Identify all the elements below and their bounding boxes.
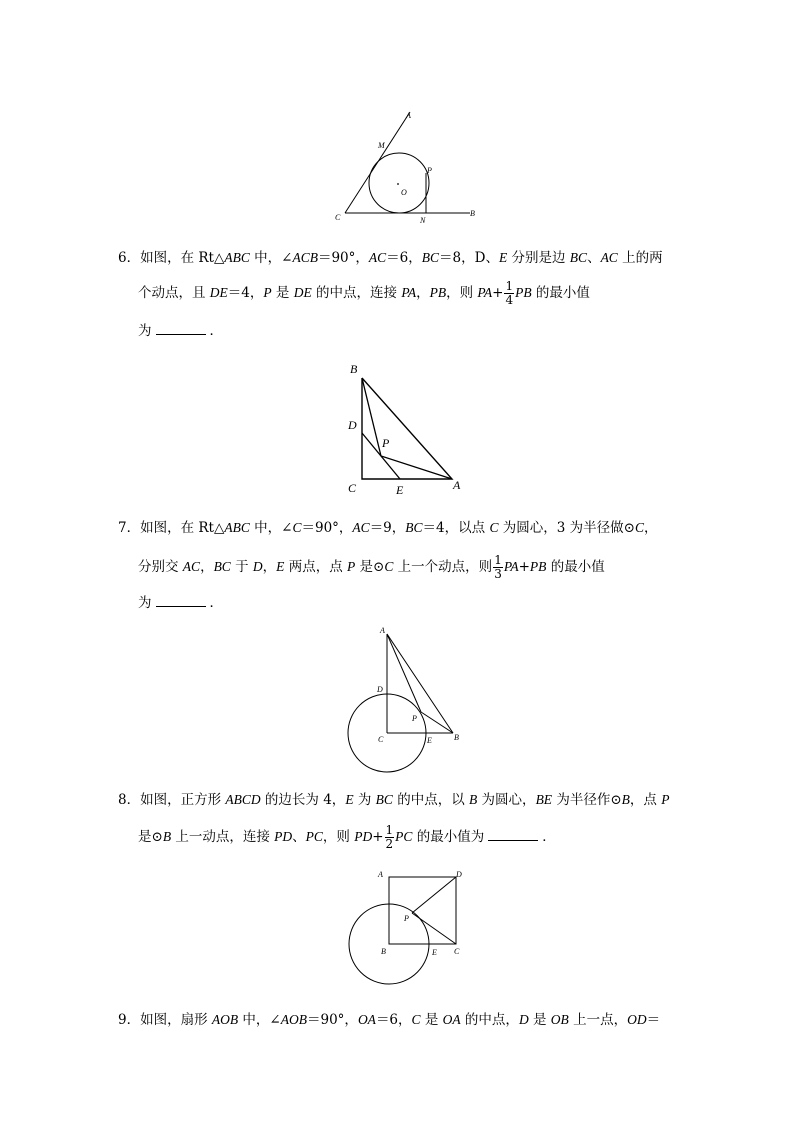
problem-9 — [118, 1010, 678, 1032]
var: C — [634, 520, 644, 535]
text: 中，∠ — [249, 520, 293, 536]
var: P — [661, 792, 670, 807]
text: ＝4，以点 — [422, 520, 490, 536]
var: PC — [395, 829, 413, 844]
label-d: D — [377, 685, 383, 694]
var: BC — [569, 250, 588, 265]
var: ABC — [224, 520, 250, 535]
problem-6-line-3 — [138, 322, 223, 341]
problem-6-line-2 — [138, 280, 590, 307]
answer-blank[interactable] — [156, 322, 206, 335]
fraction-numerator: 1 — [385, 823, 394, 837]
var: AC — [182, 559, 201, 574]
var: D — [252, 559, 263, 574]
text: 于 — [230, 559, 253, 575]
figure-6-triangle — [340, 358, 470, 498]
text: ＝ — [646, 1012, 661, 1028]
problem-7-line-1 — [118, 518, 657, 538]
problem-7 — [118, 518, 678, 613]
answer-blank[interactable] — [156, 594, 206, 607]
text: 上的两 — [617, 250, 663, 266]
segment-ab — [387, 634, 453, 733]
fraction-1-2 — [385, 824, 395, 851]
text: ，点 — [629, 792, 662, 808]
text: ． — [209, 595, 223, 611]
text: 、 — [587, 250, 601, 266]
center-dot — [397, 183, 399, 185]
text: ． — [209, 323, 223, 339]
var: PA — [503, 559, 519, 574]
text: 是 — [420, 1012, 443, 1028]
var: P — [263, 285, 272, 300]
text: ＝8，D、 — [439, 250, 499, 266]
problem-number: 7． — [118, 520, 141, 536]
label-p: P — [382, 436, 390, 450]
figure-7-circle-triangle — [340, 622, 470, 777]
text: 中，∠ — [249, 250, 293, 266]
text: 上一点， — [568, 1012, 628, 1028]
var: BE — [535, 792, 553, 807]
var: PD — [274, 829, 293, 844]
var: PB — [515, 285, 532, 300]
var: E — [345, 792, 354, 807]
text: 的最小值 — [546, 559, 605, 575]
text: 为 — [138, 323, 152, 339]
var: PA — [401, 285, 417, 300]
problem-number: 6． — [118, 250, 141, 266]
label-n: N — [420, 216, 426, 225]
text: ＝9， — [369, 520, 406, 536]
text: ， — [643, 520, 658, 536]
text: ，则 — [322, 829, 355, 845]
text: 的中点，连接 — [311, 285, 402, 301]
text: 是 — [528, 1012, 551, 1028]
text: 的边长为 4， — [260, 792, 346, 808]
text: + — [518, 559, 530, 575]
text: 中，∠ — [238, 1012, 281, 1028]
var: ACB — [292, 250, 318, 265]
var: E — [498, 250, 508, 265]
figure-8-square-circle — [340, 866, 470, 991]
var: DE — [293, 285, 312, 300]
text: 、 — [292, 829, 306, 845]
problem-number: 8． — [118, 792, 141, 808]
problem-7-line-2 — [138, 554, 605, 581]
figure-6-svg — [340, 358, 470, 498]
figure-7-svg — [340, 622, 470, 777]
fraction-1-4 — [504, 280, 514, 307]
var: ABCD — [225, 792, 261, 807]
text: 如图，在 Rt△ — [140, 520, 225, 536]
figure-8-svg — [340, 866, 470, 991]
text: 两点，点 — [284, 559, 348, 575]
var: DE — [209, 285, 228, 300]
text: 如图，正方形 — [140, 792, 226, 808]
label-c: C — [335, 213, 341, 222]
fraction-numerator: 1 — [494, 553, 502, 567]
text: ，则 — [446, 285, 478, 301]
label-a: A — [380, 626, 385, 635]
text: 的最小值为 — [412, 829, 485, 845]
var: AC — [368, 250, 387, 265]
problem-7-line-3 — [138, 594, 223, 613]
label-b: B — [470, 209, 475, 218]
var: D — [518, 1012, 529, 1027]
var: BC — [375, 792, 393, 807]
var: BC — [421, 250, 440, 265]
var: PC — [305, 829, 323, 844]
label-b: B — [381, 947, 386, 956]
problem-6 — [118, 248, 678, 343]
fraction-denominator: 2 — [385, 837, 394, 851]
label-p: P — [427, 166, 432, 175]
text: ＝90°， — [317, 250, 369, 266]
text: 分别交 — [138, 559, 183, 575]
fraction-numerator: 1 — [505, 279, 514, 293]
label-e: E — [427, 736, 432, 745]
segment-pc — [412, 913, 456, 944]
label-p: P — [404, 914, 409, 923]
fraction-1-3 — [493, 554, 503, 581]
problem-number: 9． — [118, 1012, 141, 1028]
text: ＝4， — [227, 285, 264, 301]
text: ， — [416, 285, 430, 301]
var: OA — [357, 1012, 376, 1027]
var: AOB — [211, 1012, 239, 1027]
text: ， — [200, 559, 214, 575]
segment-ap — [387, 634, 421, 712]
var: AC — [600, 250, 618, 265]
text: 为圆心，3 为半径做⊙ — [498, 520, 635, 536]
var: C — [292, 520, 302, 535]
text: 的最小值 — [531, 285, 590, 301]
text: 的中点，以 — [392, 792, 470, 808]
var: PB — [429, 285, 447, 300]
var: PD — [354, 829, 373, 844]
label-e: E — [396, 483, 404, 497]
var: B — [469, 792, 478, 807]
problem-8 — [118, 790, 678, 855]
text: 个动点，且 — [138, 285, 210, 301]
text: 分别是边 — [507, 250, 570, 266]
text: 上一个动点，则 — [393, 559, 493, 575]
label-m: M — [378, 141, 385, 150]
label-e: E — [432, 948, 437, 957]
var: E — [276, 559, 285, 574]
text: + — [372, 829, 384, 845]
text: 为圆心， — [477, 792, 536, 808]
square-abcd — [389, 877, 456, 944]
var: PB — [529, 559, 547, 574]
answer-blank[interactable] — [488, 828, 538, 841]
text: 为半径作⊙ — [552, 792, 622, 808]
label-o: O — [401, 188, 407, 197]
var: AC — [352, 520, 370, 535]
segment-pd — [412, 877, 456, 913]
problem-8-line-1 — [118, 790, 669, 810]
var: C — [384, 559, 394, 574]
label-b: B — [350, 362, 358, 376]
text: 为 — [353, 792, 376, 808]
var: BC — [405, 520, 423, 535]
text: 上一动点，连接 — [171, 829, 275, 845]
var: OB — [550, 1012, 569, 1027]
text: 如图，扇形 — [140, 1012, 212, 1028]
fraction-denominator: 4 — [505, 293, 514, 307]
var: B — [162, 829, 172, 844]
text: ＝90°， — [307, 1012, 358, 1028]
text: ， — [262, 559, 277, 575]
figure-tangent-circle-svg — [330, 105, 490, 230]
label-a: A — [406, 111, 411, 120]
var: B — [621, 792, 630, 807]
text: 是 — [271, 285, 294, 301]
label-p: P — [412, 714, 417, 723]
circle-o — [369, 153, 429, 213]
var: P — [347, 559, 356, 574]
text: ． — [542, 829, 556, 845]
problem-9-line-1 — [118, 1010, 660, 1030]
var: OD — [627, 1012, 647, 1027]
var: C — [411, 1012, 421, 1027]
var: OA — [442, 1012, 461, 1027]
label-d: D — [456, 870, 462, 879]
text: + — [492, 285, 504, 301]
text: ＝6， — [386, 250, 422, 266]
problem-8-line-2 — [138, 824, 556, 851]
figure-tangent-circle — [330, 105, 490, 230]
text: ＝6， — [375, 1012, 412, 1028]
problem-6-line-1 — [118, 248, 663, 268]
text: 的中点， — [460, 1012, 519, 1028]
label-c: C — [454, 947, 460, 956]
label-b: B — [454, 733, 459, 742]
var: BC — [213, 559, 231, 574]
text: ＝90°， — [301, 520, 353, 536]
var: C — [489, 520, 499, 535]
label-c: C — [348, 481, 357, 495]
text: 是⊙ — [138, 829, 163, 845]
var: AOB — [280, 1012, 307, 1027]
text: 如图，在 Rt△ — [140, 250, 225, 266]
label-c: C — [378, 735, 384, 744]
label-a: A — [378, 870, 383, 879]
label-d: D — [348, 418, 357, 432]
text: 为 — [138, 595, 152, 611]
text: 是⊙ — [355, 559, 385, 575]
fraction-denominator: 3 — [494, 567, 502, 581]
label-a: A — [453, 478, 461, 492]
var: ABC — [224, 250, 250, 265]
var: PA — [477, 285, 493, 300]
